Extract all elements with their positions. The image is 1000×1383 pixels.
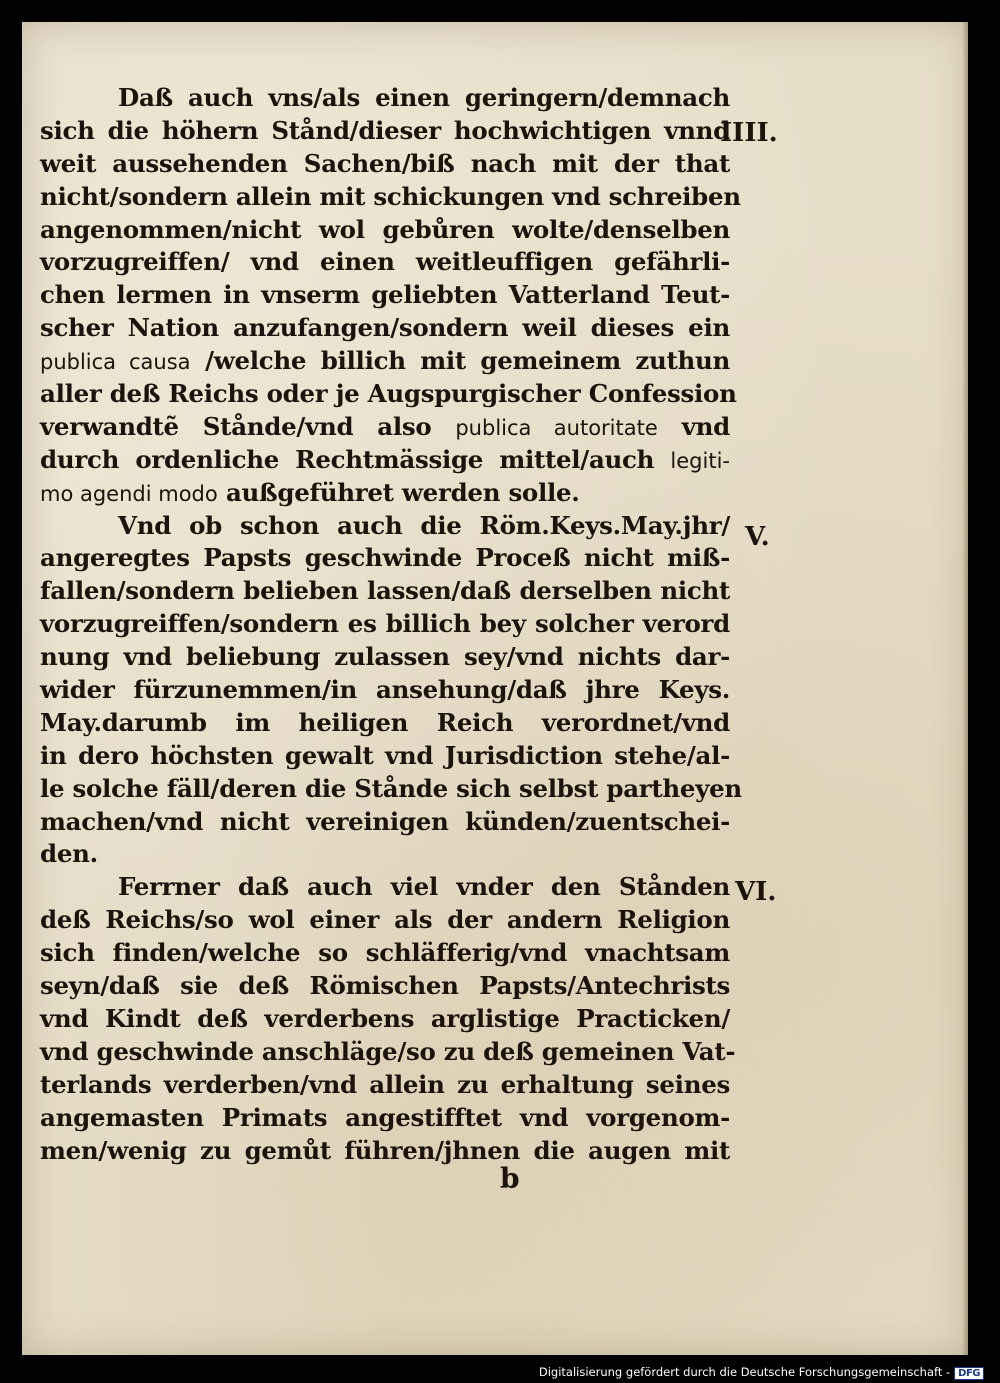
line-text: in dero höchsten gewalt vnd Jurisdiction stehe/al-	[40, 740, 730, 770]
margin-note-v: V.	[745, 522, 770, 552]
text-line	[40, 608, 730, 641]
text-line	[40, 1102, 730, 1135]
line-text: angemasten Primats angestifftet vnd vorgenom-	[40, 1102, 730, 1132]
text-line	[40, 214, 730, 247]
text-line	[40, 1069, 730, 1102]
text-line	[40, 806, 730, 839]
line-text: aller deß Reichs oder je Augspurgischer Confession	[40, 379, 737, 409]
line-text-after: vnd	[681, 411, 731, 441]
line-text: weit aussehenden Sachen/biß nach mit der that	[40, 148, 730, 178]
line-text: seyn/daß sie deß Römischen Papsts/Antechrists	[40, 971, 730, 1001]
text-line	[40, 674, 730, 707]
text-line	[40, 773, 742, 806]
line-text: vorzugreiffen/sondern es billich bey solcher verord	[40, 609, 730, 639]
text-line	[40, 542, 730, 575]
line-text: angenommen/nicht wol gebůren wolte/denselben	[40, 214, 730, 244]
line-text: machen/vnd nicht vereinigen künden/zuentschei-	[40, 806, 730, 836]
line-text: wider fürzunemmen/in ansehung/daß jhre Keys.	[40, 675, 730, 705]
line-text: sich finden/welche so schläfferig/vnd vnachtsam	[40, 938, 730, 968]
text-line	[40, 641, 730, 674]
text-line	[40, 838, 730, 871]
text-line	[40, 181, 741, 214]
dfg-logo: DFG	[954, 1367, 984, 1380]
line-text: chen lermen in vnserm geliebten Vatterland Teut-	[40, 280, 730, 310]
line-text-after: außgeführet werden solle.	[225, 477, 580, 507]
text-line	[40, 1036, 736, 1069]
line-text: Daß auch vns/als einen geringern/demnach	[118, 83, 730, 112]
footer-text: Digitalisierung gefördert durch die Deutsche Forschungsgemeinschaft -	[538, 1365, 951, 1379]
text-line	[40, 115, 730, 148]
text-line	[40, 904, 730, 937]
text-line	[40, 937, 730, 970]
line-text: den.	[40, 839, 98, 869]
latin-phrase: publica autoritate	[455, 415, 658, 440]
latin-phrase: mo agendi modo	[40, 481, 218, 506]
line-text: Ferrner daß auch viel vnder den Stånden	[118, 872, 730, 902]
line-text: le solche fäll/deren die Stånde sich selbst partheyen	[40, 773, 742, 803]
text-line	[40, 82, 730, 115]
line-text: sich die höhern Stånd/dieser hochwichtigen vnnd	[40, 115, 730, 145]
line-text: vorzugreiffen/ vnd einen weitleuffigen gefährli-	[40, 247, 730, 277]
line-text: vnd Kindt deß verderbens arglistige Practicken/	[40, 1003, 730, 1033]
book-page	[22, 22, 968, 1355]
line-text: May.darumb im heiligen Reich verordnet/vnd	[40, 707, 730, 737]
line-text: terlands verderben/vnd allein zu erhaltung seines	[40, 1069, 730, 1099]
text-line	[40, 510, 730, 543]
line-text: Vnd ob schon auch die Röm.Keys.May.jhr/	[118, 510, 730, 540]
signature-mark: b	[500, 1162, 520, 1195]
digitization-credit	[539, 1365, 984, 1380]
line-text: angeregtes Papsts geschwinde Proceß nicht miß-	[40, 543, 730, 573]
text-line	[40, 871, 730, 904]
line-text: nicht/sondern allein mit schickungen vnd schreiben	[40, 181, 741, 211]
page-edge-shadow	[962, 22, 968, 1355]
margin-note-vi: VI.	[735, 877, 777, 907]
line-text: fallen/sondern belieben lassen/daß derselben nicht	[40, 576, 730, 606]
text-line	[40, 444, 730, 477]
line-text: vnd geschwinde anschläge/so zu deß gemeinen Vat-	[40, 1036, 736, 1066]
line-text: verwandtẽ Stånde/vnd also	[40, 411, 432, 441]
text-line	[40, 345, 730, 378]
latin-phrase: publica causa	[40, 350, 191, 375]
text-line	[40, 279, 730, 312]
line-text: deß Reichs/so wol einer als der andern Religion	[40, 905, 730, 935]
text-line	[40, 970, 730, 1003]
text-line	[40, 246, 730, 279]
text-line	[40, 148, 730, 181]
margin-note-iiii: IIII.	[720, 118, 778, 148]
text-line	[40, 477, 730, 510]
line-text: men/wenig zu gemůt führen/jhnen die augen mit	[40, 1135, 730, 1165]
text-line	[40, 1135, 730, 1168]
text-line	[40, 378, 737, 411]
line-text-after: /welche billich mit gemeinem zuthun	[205, 346, 731, 376]
text-line	[40, 575, 730, 608]
line-text: durch ordenliche Rechtmässige mittel/auch	[40, 444, 655, 474]
text-line	[40, 740, 730, 773]
line-text: scher Nation anzufangen/sondern weil dieses ein	[40, 313, 730, 343]
main-text-block	[40, 82, 742, 1167]
text-line	[40, 707, 730, 740]
text-line	[40, 411, 730, 444]
text-line	[40, 312, 730, 345]
line-text: nung vnd beliebung zulassen sey/vnd nichts dar-	[40, 642, 730, 672]
latin-phrase: legiti-	[670, 448, 730, 473]
text-line	[40, 1003, 730, 1036]
